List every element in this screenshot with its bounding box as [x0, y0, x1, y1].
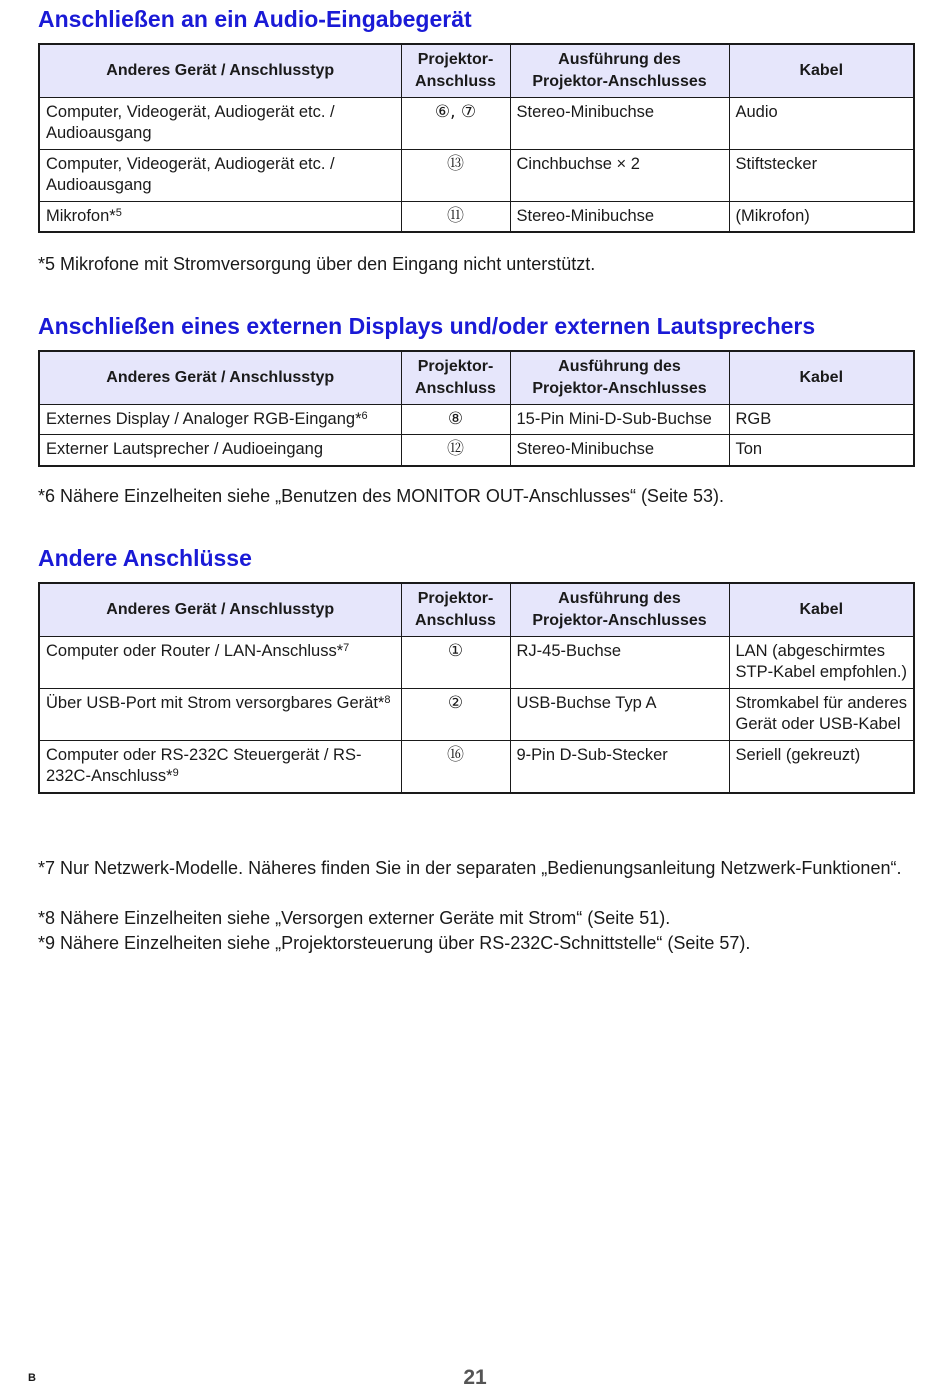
table-row [39, 97, 914, 149]
table-header-row [39, 44, 914, 97]
table-row [39, 636, 914, 688]
cell-device: Über USB-Port mit Strom versorgbares Gerät*$^8$ [39, 688, 401, 740]
table-header-row [39, 351, 914, 404]
footnote-7: *7 Nur Netzwerk-Modelle. Näheres finden Sie in der separaten „Bedienungsanleitung Netzwerk-Funktionen“. [38, 858, 902, 878]
section-title-external-display: Anschließen eines externen Displays und/oder externen Lautsprechers [38, 313, 816, 339]
cell-cable: RGB [729, 404, 914, 435]
cell-port: ⑯ [401, 740, 510, 793]
header-device: Anderes Gerät / Anschlusstyp [39, 44, 401, 97]
header-cable: Kabel [729, 583, 914, 636]
header-execution: Ausführung des Projektor-Anschlusses [510, 583, 729, 636]
cell-execution: 15-Pin Mini-D-Sub-Buchse [510, 404, 729, 435]
header-cable: Kabel [729, 351, 914, 404]
cell-device: Externes Display / Analoger RGB-Eingang*$^6$ [39, 404, 401, 435]
header-device: Anderes Gerät / Anschlusstyp [39, 351, 401, 404]
cell-port: ⑫ [401, 435, 510, 466]
header-execution: Ausführung des Projektor-Anschlusses [510, 351, 729, 404]
cell-execution: USB-Buchse Typ A [510, 688, 729, 740]
cell-execution: RJ-45-Buchse [510, 636, 729, 688]
cell-port: ⑬ [401, 149, 510, 201]
cell-cable: Stiftstecker [729, 149, 914, 201]
footnote-8: *8 Nähere Einzelheiten siehe „Versorgen externer Geräte mit Strom“ (Seite 51). [38, 908, 671, 928]
table-row [39, 201, 914, 232]
footnote-6: *6 Nähere Einzelheiten siehe „Benutzen des MONITOR OUT-Anschlusses“ (Seite 53). [38, 486, 724, 506]
cell-port: ⑪ [401, 201, 510, 232]
footer-mark: B [28, 1372, 36, 1384]
cell-cable: Ton [729, 435, 914, 466]
cell-execution: Stereo-Minibuchse [510, 97, 729, 149]
page-number: 21 [463, 1366, 487, 1389]
cell-device: Mikrofon*$^5$ [39, 201, 401, 232]
cell-cable: (Mikrofon) [729, 201, 914, 232]
cell-port: ⑧ [401, 404, 510, 435]
cell-execution: Cinchbuchse × 2 [510, 149, 729, 201]
cell-port: ② [401, 688, 510, 740]
table-row [39, 435, 914, 466]
header-port: Projektor- Anschluss [401, 583, 510, 636]
cell-execution: Stereo-Minibuchse [510, 201, 729, 232]
table-row [39, 688, 914, 740]
cell-cable: LAN (abgeschirmtes STP-Kabel empfohlen.) [729, 636, 914, 688]
header-port: Projektor- Anschluss [401, 351, 510, 404]
cell-port: ⑥, ⑦ [401, 97, 510, 149]
header-execution: Ausführung des Projektor-Anschlusses [510, 44, 729, 97]
cell-cable: Audio [729, 97, 914, 149]
audio-input-table [38, 43, 915, 233]
footnote-9: *9 Nähere Einzelheiten siehe „Projektorsteuerung über RS-232C-Schnittstelle“ (Seite 57). [38, 933, 751, 953]
cell-device: Externer Lautsprecher / Audioeingang [39, 435, 401, 466]
cell-port: ① [401, 636, 510, 688]
cell-device: Computer, Videogerät, Audiogerät etc. / Audioausgang [39, 149, 401, 201]
cell-device: Computer, Videogerät, Audiogerät etc. / Audioausgang [39, 97, 401, 149]
section-title-audio-input: Anschließen an ein Audio-Eingabegerät [38, 6, 472, 32]
cell-execution: 9-Pin D-Sub-Stecker [510, 740, 729, 793]
footnote-5: *5 Mikrofone mit Stromversorgung über den Eingang nicht unterstützt. [38, 254, 596, 274]
cell-execution: Stereo-Minibuchse [510, 435, 729, 466]
header-cable: Kabel [729, 44, 914, 97]
cell-cable: Seriell (gekreuzt) [729, 740, 914, 793]
cell-device: Computer oder Router / LAN-Anschluss*$^7$ [39, 636, 401, 688]
section-title-other-connections: Andere Anschlüsse [38, 545, 252, 571]
header-device: Anderes Gerät / Anschlusstyp [39, 583, 401, 636]
table-header-row [39, 583, 914, 636]
cell-cable: Stromkabel für anderes Gerät oder USB-Kabel [729, 688, 914, 740]
table-row [39, 149, 914, 201]
external-display-table [38, 350, 915, 467]
other-connections-table [38, 582, 915, 794]
header-port: Projektor- Anschluss [401, 44, 510, 97]
table-row [39, 404, 914, 435]
cell-device: Computer oder RS-232C Steuergerät / RS-232C-Anschluss*$^9$ [39, 740, 401, 793]
table-row [39, 740, 914, 793]
